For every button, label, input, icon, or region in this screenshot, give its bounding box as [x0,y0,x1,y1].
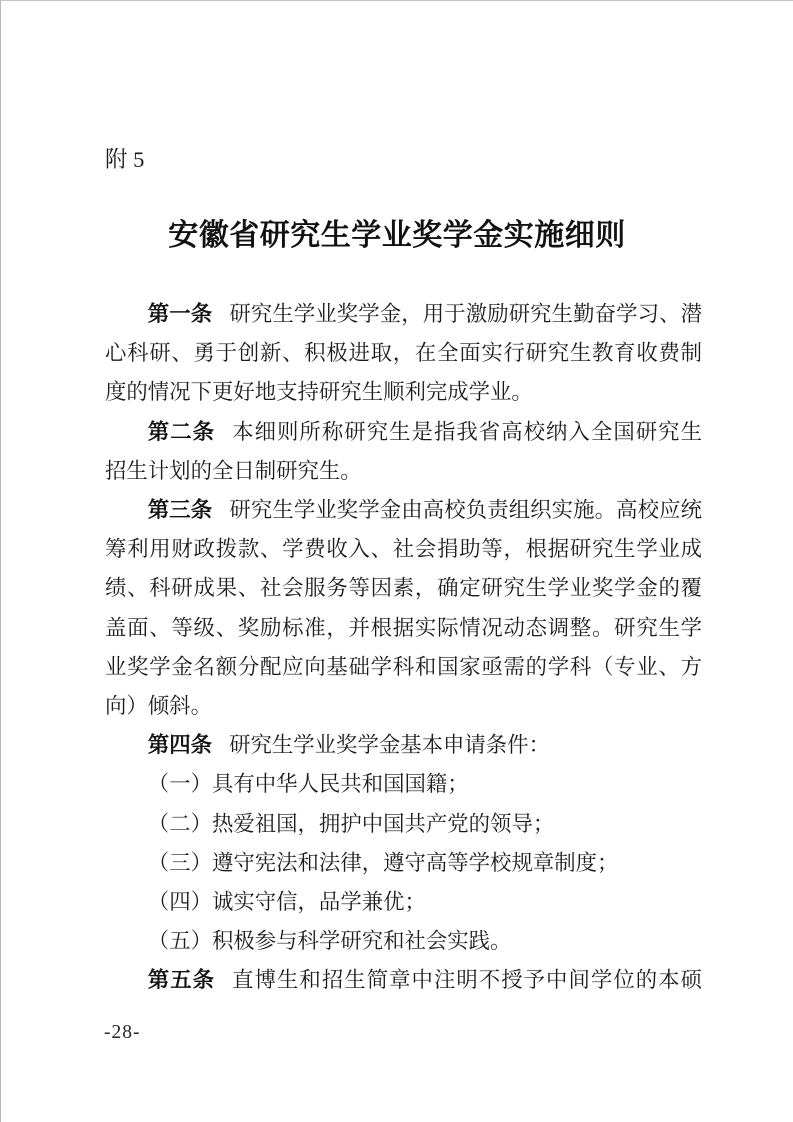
document-line [105,844,702,883]
document-line [105,687,702,726]
line-text: 筹利用财政拨款、学费收入、社会捐助等，根据研究生学业成 [105,537,702,562]
line-text: 本细则所称研究生是指我省高校纳入全国研究生 [232,419,702,444]
document-line [105,295,702,334]
line-text: 研究生学业奖学金基本申请条件： [229,733,550,758]
line-text: 向）倾斜。 [105,694,212,719]
document-line [105,726,702,765]
document-line [105,961,702,1000]
document-line [105,805,702,844]
line-text: 盖面、等级、奖励标准，并根据实际情况动态调整。研究生学 [105,615,702,640]
document-line [105,530,702,569]
article-number: 第四条 [147,733,212,758]
line-text: 心科研、勇于创新、积极进取，在全面实行研究生教育收费制 [105,341,702,366]
document-title: 安徽省研究生学业奖学金实施细则 [168,219,626,252]
document-line [105,648,702,687]
line-text: 度的情况下更好地支持研究生顺利完成学业。 [105,380,533,405]
document-line [105,413,702,452]
document-line [105,452,702,491]
line-text: 研究生学业奖学金由高校负责组织实施。高校应统 [229,498,702,523]
document-body [105,295,702,1001]
document-line [105,373,702,412]
document-line [105,765,702,804]
document-line [105,491,702,530]
line-text: 直博生和招生简章中注明不授予中间学位的本硕 [232,968,702,993]
document-line [105,922,702,961]
article-number: 第五条 [147,968,216,993]
line-text: （四）诚实守信，品学兼优； [147,890,426,915]
line-text: 招生计划的全日制研究生。 [105,458,362,483]
document-line [105,569,702,608]
article-number: 第三条 [147,498,213,523]
article-number: 第一条 [147,302,213,326]
line-text: 业奖学金名额分配应向基础学科和国家亟需的学科（专业、方 [105,654,702,679]
line-text: 绩、科研成果、社会服务等因素，确定研究生学业奖学金的覆 [105,576,702,601]
line-text: （二）热爱祖国，拥护中国共产党的领导； [147,811,555,836]
line-text: 研究生学业奖学金，用于激励研究生勤奋学习、潜 [229,302,702,326]
article-number: 第二条 [147,419,216,444]
document-line [105,883,702,922]
line-text: （一）具有中华人民共和国国籍； [147,772,469,797]
line-text: （五）积极参与科学研究和社会实践。 [147,929,512,954]
page-number: -28- [104,1022,141,1043]
attachment-label: 附 5 [105,147,145,172]
document-line [105,609,702,648]
line-text: （三）遵守宪法和法律，遵守高等学校规章制度； [147,850,619,875]
document-line [105,334,702,373]
